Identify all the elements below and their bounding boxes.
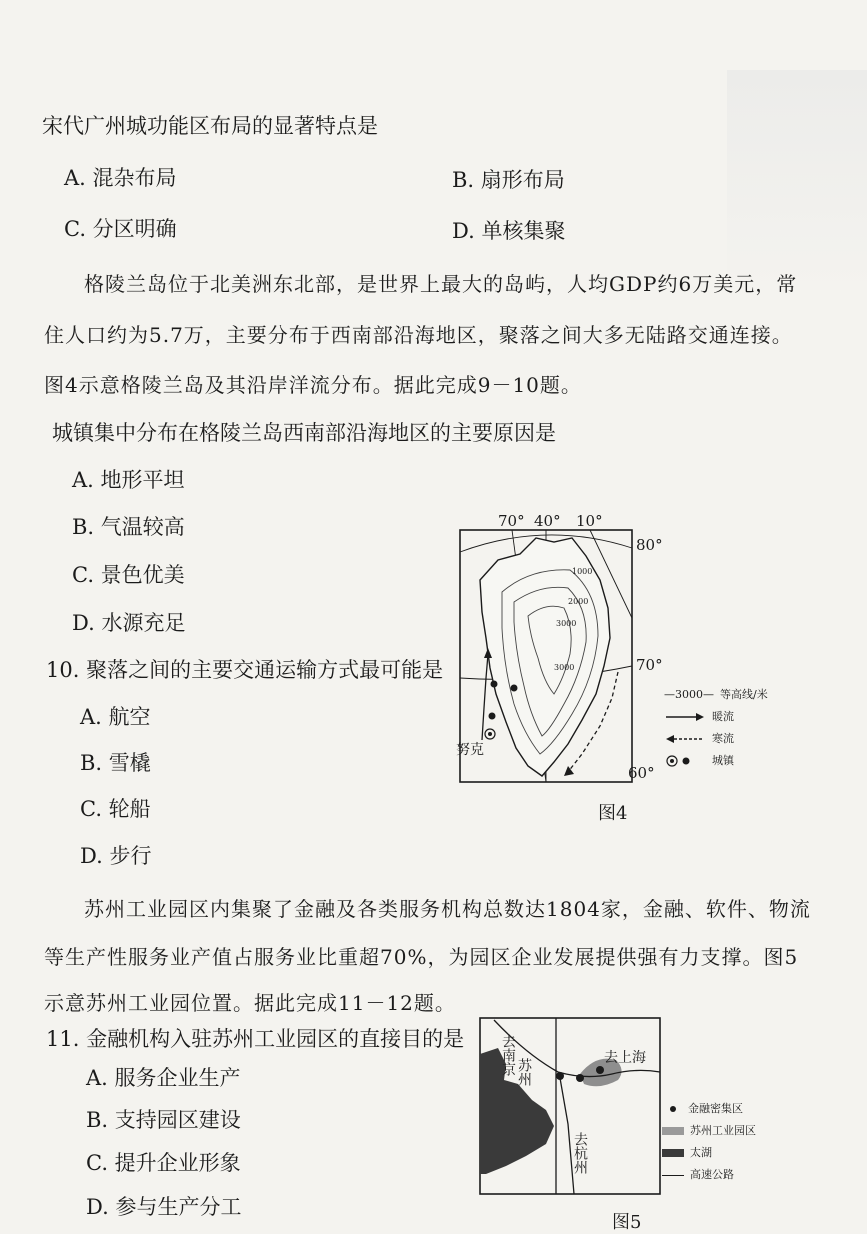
legend-highway-line [662,1175,684,1176]
legend-contour-label: 等高线/米 [720,688,768,702]
label-suzhou: 苏州 [516,1058,532,1086]
legend-highway-label: 高速公路 [690,1168,734,1182]
q11-option-d: D. 参与生产分工 [86,1195,242,1219]
q10-option-d: D. 步行 [80,844,152,868]
q11-option-b: B. 支持园区建设 [86,1108,241,1132]
figure-4-greenland-map [450,508,810,790]
q10-option-c: C. 轮船 [80,797,151,821]
legend-park [662,1120,756,1142]
legend-town-symbol [664,755,706,767]
finance-dot-1 [556,1072,564,1080]
passage2-line2: 等生产性服务业产值占服务业比重超70%，为园区企业发展提供强有力支撑。图5 [44,945,799,969]
legend-park-label: 苏州工业园区 [690,1124,756,1138]
legend-finance-symbol [670,1106,676,1112]
legend-contour [664,684,768,706]
passage2-line1: 苏州工业园区内集聚了金融及各类服务机构总数达1804家，金融、软件、物流 [84,897,811,921]
legend-park-swatch [662,1127,684,1135]
q8-option-b: B. 扇形布局 [452,168,565,192]
contour-label-3000a: 3000 [556,619,577,628]
figure-5-caption: 图5 [612,1212,642,1233]
contour-label-3000b: 3000 [554,663,575,672]
finance-dot-3 [596,1066,604,1074]
q9-option-d: D. 水源充足 [72,611,186,635]
town-dot-3 [489,713,496,720]
legend-cold [664,728,768,750]
passage1-line2: 住人口约为5.7万，主要分布于西南部沿海地区，聚落之间大多无陆路交通连接。 [44,323,793,347]
q11-option-c: C. 提升企业形象 [86,1151,241,1175]
figure-5-suzhou-map [476,1014,676,1196]
q8-option-c: C. 分区明确 [64,217,177,241]
cold-current-arrowhead [564,766,574,776]
contour-label-1000: 1000 [572,567,593,576]
town-label-nuuk: 努克 [456,742,484,758]
passage1-line3: 图4示意格陵兰岛及其沿岸洋流分布。据此完成9－10题。 [44,373,582,397]
fig5-legend [662,1098,756,1186]
q9-option-a: A. 地形平坦 [72,468,185,492]
q8-option-d: D. 单核集聚 [452,219,566,243]
lat-label-80: 80° [636,536,663,554]
legend-cold-symbol [664,734,706,744]
lon-label-70: 70° [498,512,525,530]
suzhou-map-svg [476,1014,676,1196]
town-dot-1 [491,681,498,688]
label-to-shanghai: 去上海 [604,1050,646,1066]
finance-dot-2 [576,1074,584,1082]
legend-warm-label: 暖流 [712,710,734,724]
passage2-line3: 示意苏州工业园位置。据此完成11－12题。 [44,991,456,1015]
legend-finance-label: 金融密集区 [688,1102,743,1116]
q9-option-c: C. 景色优美 [72,563,185,587]
q8-option-a: A. 混杂布局 [64,166,177,190]
q11-option-a: A. 服务企业生产 [86,1066,241,1090]
q9-stem: 城镇集中分布在格陵兰岛西南部沿海地区的主要原因是 [52,421,556,445]
label-to-hangzhou: 去杭州 [572,1132,588,1174]
lon-label-40: 40° [534,512,561,530]
town-dot-2 [511,685,518,692]
passage1-line1: 格陵兰岛位于北美洲东北部，是世界上最大的岛屿，人均GDP约6万美元，常 [84,272,798,296]
legend-town [664,750,768,772]
fig4-legend [664,684,768,772]
q10-option-a: A. 航空 [80,705,151,729]
legend-cold-label: 寒流 [712,732,734,746]
legend-lake-label: 太湖 [690,1146,712,1160]
q10-option-b: B. 雪橇 [80,751,151,775]
page-corner-shadow [727,70,867,290]
legend-contour-prefix: —3000— [664,688,714,702]
legend-lake [662,1142,756,1164]
lat-label-70: 70° [636,656,663,674]
q9-option-b: B. 气温较高 [72,515,185,539]
capital-dot [488,732,492,736]
legend-warm-symbol [664,712,706,722]
legend-town-label: 城镇 [712,754,734,768]
label-to-nanjing: 去南京 [500,1034,516,1076]
legend-highway [662,1164,756,1186]
legend-lake-swatch [662,1149,684,1157]
figure-4-caption: 图4 [598,803,628,824]
q11-stem: 11. 金融机构入驻苏州工业园区的直接目的是 [46,1027,465,1051]
legend-warm [664,706,768,728]
legend-finance [662,1098,756,1120]
q10-stem: 10. 聚落之间的主要交通运输方式最可能是 [46,658,444,682]
lat-label-60: 60° [628,764,655,782]
q8-stem: 宋代广州城功能区布局的显著特点是 [42,114,378,138]
lon-label-10: 10° [576,512,603,530]
warm-current-line [482,654,488,740]
contour-label-2000: 2000 [568,597,589,606]
